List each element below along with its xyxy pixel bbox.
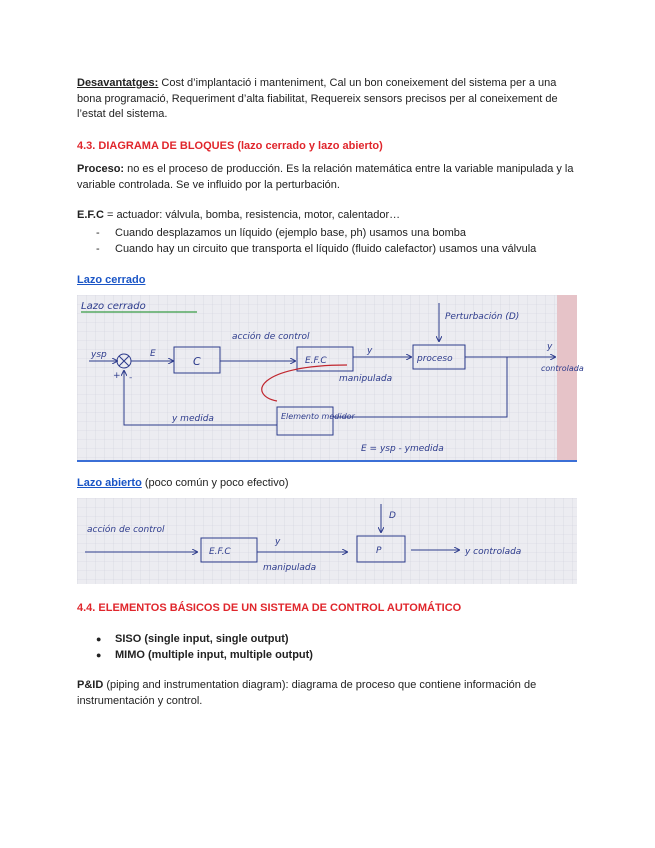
elements-list [77,631,477,663]
proceso-label: Proceso: [77,163,125,175]
disturbance-label: Perturbación (D) [445,312,520,322]
efc-list [77,225,597,257]
closed-loop-diagram [77,295,584,460]
closed-loop-link[interactable]: Lazo cerrado [77,274,146,286]
disadvantages-label: Desavantatges: [77,77,159,89]
process-label: proceso [417,354,453,364]
section-4-4-heading: 4.4. ELEMENTOS BÁSICOS DE UN SISTEMA DE CONTROL AUTOMÁTICO [77,602,462,614]
disadvantages-paragraph [77,76,582,123]
proceso-paragraph [77,162,582,193]
open-loop-link[interactable]: Lazo abierto [77,477,142,489]
open-loop-diagram [77,498,577,584]
open-efc-label: E.F.C [209,547,231,557]
plus-sign: + [113,371,121,381]
controlled-label: controlada [541,364,584,373]
efc-text: = actuador: válvula, bomba, resistencia, motor, calentador… [103,209,401,221]
open-loop-heading [77,476,582,492]
list-item: - Cuando desplazamos un líquido (ejemplo base, ph) usamos una bomba [77,225,597,241]
pid-text: (piping and instrumentation diagram): diagrama de proceso que contiene información de instrumentación y control. [77,679,537,707]
error-equation: E = ysp - ymedida [361,444,444,454]
controller-label: C [193,355,201,368]
proceso-text: no es el proceso de producción. Es la relación matemática entre la variable manipulada y la variable controlada. Se ve influido por la perturbación. [77,163,574,191]
list-item: - Cuando hay un circuito que transporta el líquido (fluido calefactor) usamos una válvula [77,241,597,257]
manipulated-label: manipulada [339,374,393,384]
open-loop-diagram-photo [77,498,577,584]
sensor-label: Elemento medidor [281,412,355,421]
efc-label: E.F.C [77,209,104,221]
open-manipulated-label: manipulada [263,563,317,573]
pid-paragraph [77,678,582,709]
pid-label: P&ID [77,679,104,691]
control-action-label: acción de control [232,332,310,342]
disadvantages-text: Cost d’implantació i manteniment, Cal un bon coneixement del sistema per a una bona programació, Requeriment d’alta fiabilitat, Requereix sensors precisos per al coneixement de l’estat del sistema. [77,77,558,120]
controlled-y-label: y [547,342,553,352]
diagram-title: Lazo cerrado [81,301,146,312]
ysp-label: ysp [91,350,107,360]
closed-loop-diagram-photo [77,295,584,462]
manipulated-y-label: y [367,346,373,356]
open-controlled-label: y controlada [465,547,522,557]
efc-paragraph [77,208,582,224]
open-process-label: P [376,546,382,556]
list-item: ● MIMO (multiple input, multiple output) [77,647,477,663]
open-y-label: y [275,537,281,547]
section-4-3-heading: 4.3. DIAGRAMA DE BLOQUES (lazo cerrado y lazo abierto) [77,140,383,152]
error-label: E [150,349,156,359]
measured-label: y medida [172,414,214,424]
closed-loop-heading [77,273,582,289]
efc-block-label: E.F.C [305,356,327,366]
open-control-action-label: acción de control [87,525,165,535]
open-disturbance-label: D [389,511,396,521]
open-loop-note: (poco común y poco efectivo) [141,477,289,489]
list-item: ● SISO (single input, single output) [77,631,477,647]
minus-sign: - [129,373,133,383]
